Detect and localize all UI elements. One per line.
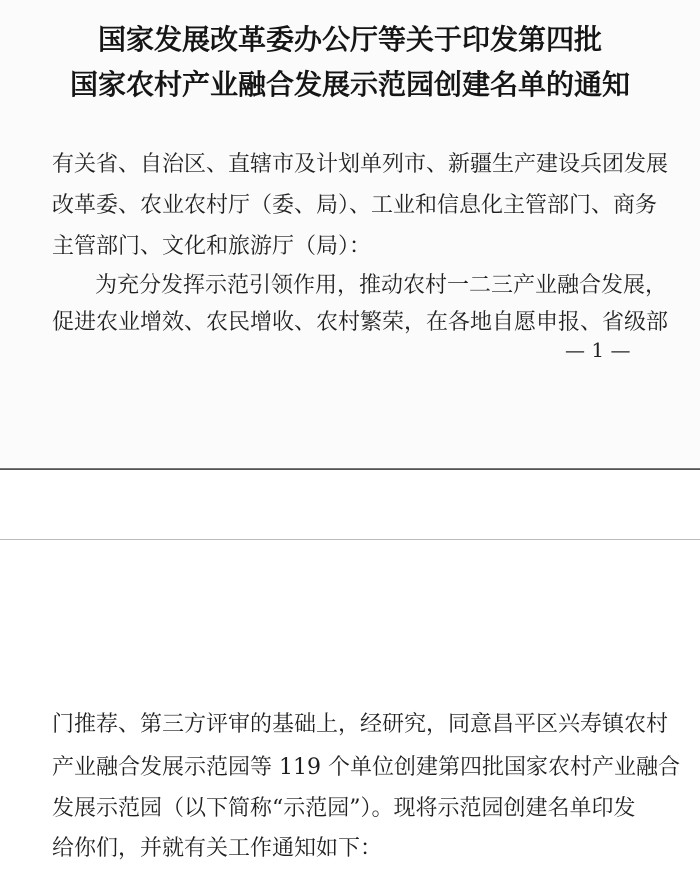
page-gap xyxy=(0,470,700,540)
addressee-line-3: 主管部门、文化和旅游厅（局）： xyxy=(52,234,372,259)
document-title-line-1: 国家发展改革委办公厅等关于印发第四批 xyxy=(97,23,602,56)
page2-body-line-4: 给你们，并就有关工作通知如下： xyxy=(52,836,383,861)
document-page-2 xyxy=(0,540,700,875)
document-title-line-2: 国家农村产业融合发展示范园创建名单的通知 xyxy=(69,68,630,101)
body-paragraph-line-1: 为充分发挥示范引领作用，推动农村一二三产业融合发展， xyxy=(95,273,668,298)
page2-body-line-3: 发展示范园（以下简称“示范园”）。现将示范园创建名单印发 xyxy=(52,796,636,821)
body-paragraph-line-2: 促进农业增效、农民增收、农村繁荣，在各地自愿申报、省级部 xyxy=(52,310,669,335)
addressee-line-2: 改革委、农业农村厅（委、局）、工业和信息化主管部门、商务 xyxy=(52,193,658,218)
page2-body-line-1: 门推荐、第三方评审的基础上，经研究，同意昌平区兴寿镇农村 xyxy=(52,712,669,737)
page-number: — 1 — xyxy=(565,338,631,362)
page2-body-line-2: 产业融合发展示范园等 119 个单位创建第四批国家农村产业融合 xyxy=(52,755,680,780)
addressee-line-1: 有关省、自治区、直辖市及计划单列市、新疆生产建设兵团发展 xyxy=(52,152,669,177)
